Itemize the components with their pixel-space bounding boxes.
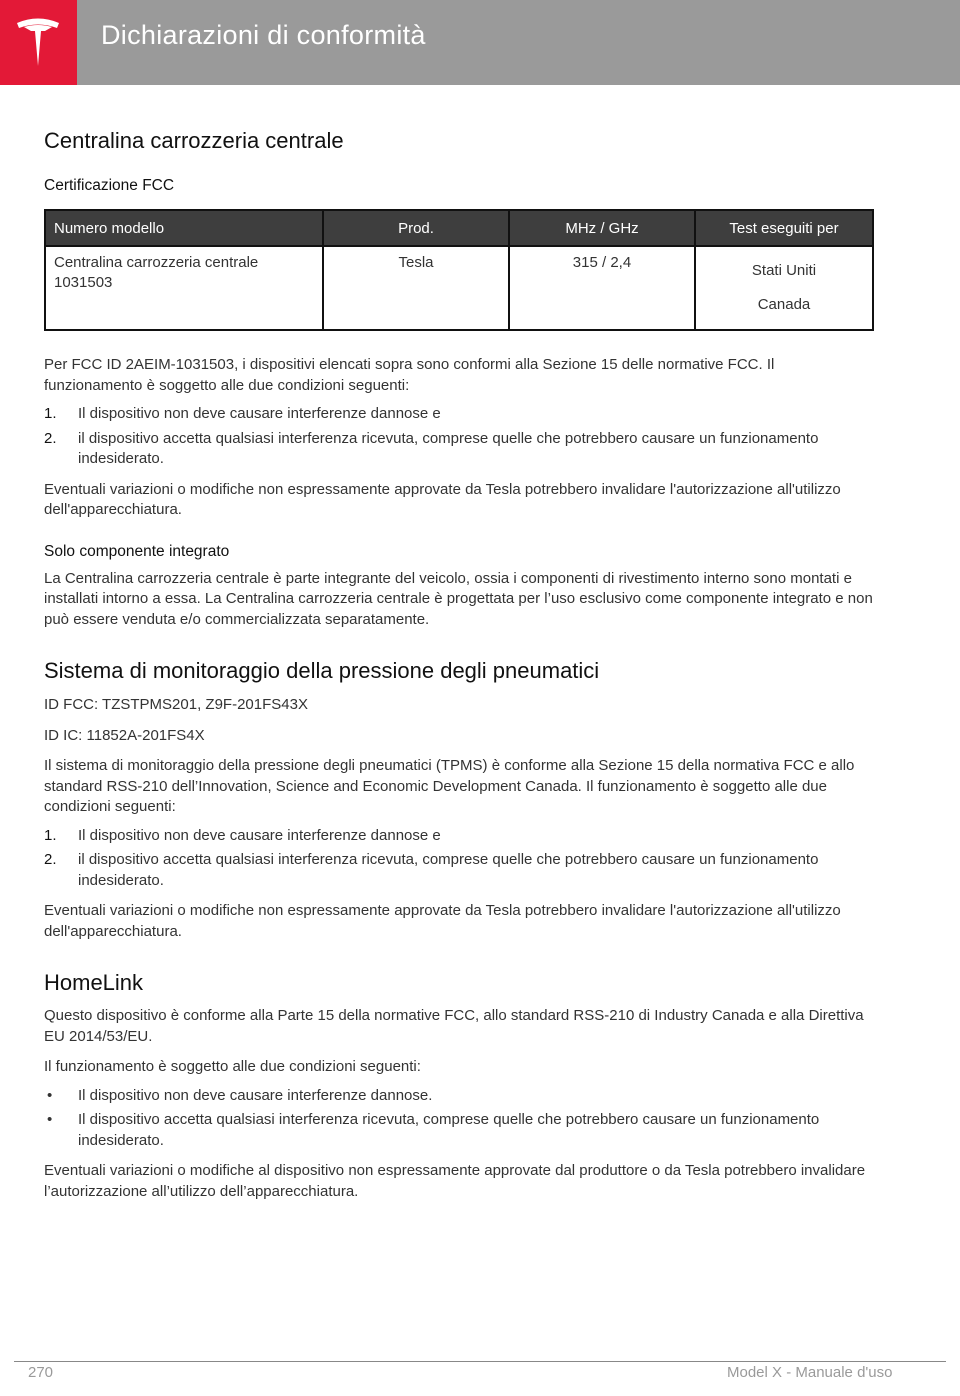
fcc-id: ID FCC: TZSTPMS201, Z9F-201FS43X (44, 696, 308, 713)
conditions-list (44, 404, 874, 470)
model-cell (45, 246, 323, 330)
list-number: 1. (44, 405, 57, 422)
table-header-row (45, 210, 873, 246)
fcc-certification-heading: Certificazione FCC (44, 177, 175, 194)
certification-table (44, 209, 874, 331)
tested-country: Stati Uniti (751, 262, 817, 279)
homelink-intro-paragraph: Questo dispositivo è conforme alla Parte 15 della normative FCC, allo standard RSS-210 di Industry Canada e alla Direttiva EU 2014/53/EU. (44, 1007, 864, 1045)
column-header: Prod. (323, 210, 509, 246)
page-header (0, 0, 960, 85)
tested-country: Canada (757, 296, 811, 313)
tesla-logo (0, 0, 77, 85)
integrated-component-paragraph: La Centralina carrozzeria centrale è parte integrante del veicolo, ossia i componenti di rivestimento interno sono montati e installati intorno a essa. La Centralina carrozzeria centrale è progettata per l’uso esclusivo come componente integrato e non può essere venduta e/o commercializzata separatamente. (44, 569, 873, 628)
list-number: 2. (44, 851, 57, 868)
page-title: Dichiarazioni di conformità (101, 20, 426, 50)
conditions-list (44, 1086, 874, 1152)
homelink-conditions-lead: Il funzionamento è soggetto alle due condizioni seguenti: (44, 1058, 421, 1075)
footer-divider (14, 1361, 946, 1362)
section-heading-homelink: HomeLink (44, 970, 144, 995)
modification-note: Eventuali variazioni o modifiche al dispositivo non espressamente approvate dal produttore o da Tesla potrebbero invalidare l’autorizzazione all’utilizzo dell’apparecchiatura. (44, 1162, 866, 1200)
list-item: • Il dispositivo non deve causare interferenze dannose. (44, 1086, 874, 1107)
tested-for-cell (695, 246, 873, 330)
tesla-t-icon (15, 15, 61, 67)
list-item: 1. Il dispositivo non deve causare interferenze dannose e (44, 404, 874, 425)
list-item: 1. Il dispositivo non deve causare interferenze dannose e (44, 826, 874, 847)
document-body (44, 128, 874, 1202)
column-header: MHz / GHz (509, 210, 695, 246)
integrated-component-heading: Solo componente integrato (44, 542, 230, 560)
section-heading-central-body-controller: Centralina carrozzeria centrale (44, 128, 344, 153)
section-heading-tpms: Sistema di monitoraggio della pressione degli pneumatici (44, 658, 600, 683)
frequency-cell: 315 / 2,4 (509, 246, 695, 330)
list-item: • Il dispositivo accetta qualsiasi interferenza ricevuta, comprese quelle che potrebbero causare un funzionamento indesiderato. (47, 1111, 820, 1149)
list-item: 2. il dispositivo accetta qualsiasi interferenza ricevuta, comprese quelle che potrebbero causare un funzionamento indesiderato. (44, 851, 819, 889)
bullet: • (47, 1086, 53, 1104)
fcc-intro-paragraph: Per FCC ID 2AEIM-1031503, i dispositivi elencati sopra sono conformi alla Sezione 15 delle normative FCC. Il funzionamento è soggetto alle due condizioni seguenti: (44, 356, 775, 394)
column-header: Test eseguiti per (695, 210, 873, 246)
tpms-intro-paragraph: Il sistema di monitoraggio della pressione degli pneumatici (TPMS) è conforme alla Sezione 15 della normativa FCC e allo standard RSS-210 dell’Innovation, Science and Economic Development Canada. Il funzionamento è soggetto alle due condizioni seguenti: (44, 757, 855, 815)
model-number: 1031503 (54, 274, 113, 291)
column-header: Numero modello (45, 210, 323, 246)
model-name: Centralina carrozzeria centrale (54, 254, 259, 271)
list-item: 2. il dispositivo accetta qualsiasi interferenza ricevuta, comprese quelle che potrebbero causare un funzionamento indesiderato. (44, 429, 819, 467)
modification-note: Eventuali variazioni o modifiche non espressamente approvate da Tesla potrebbero invalidare l'autorizzazione all'utilizzo dell'apparecchiatura. (44, 480, 841, 518)
list-number: 2. (44, 429, 57, 447)
manufacturer-cell: Tesla (323, 246, 509, 330)
list-number: 1. (44, 826, 57, 844)
bullet: • (47, 1111, 53, 1128)
ic-id: ID IC: 11852A-201FS4X (44, 726, 205, 744)
conditions-list (44, 826, 874, 892)
table-row (45, 246, 873, 330)
page-number: 270 (28, 1364, 54, 1381)
footer-document-title: Model X - Manuale d'uso (727, 1364, 893, 1381)
modification-note: Eventuali variazioni o modifiche non espressamente approvate da Tesla potrebbero invalidare l'autorizzazione all'utilizzo dell'apparecchiatura. (44, 902, 841, 940)
